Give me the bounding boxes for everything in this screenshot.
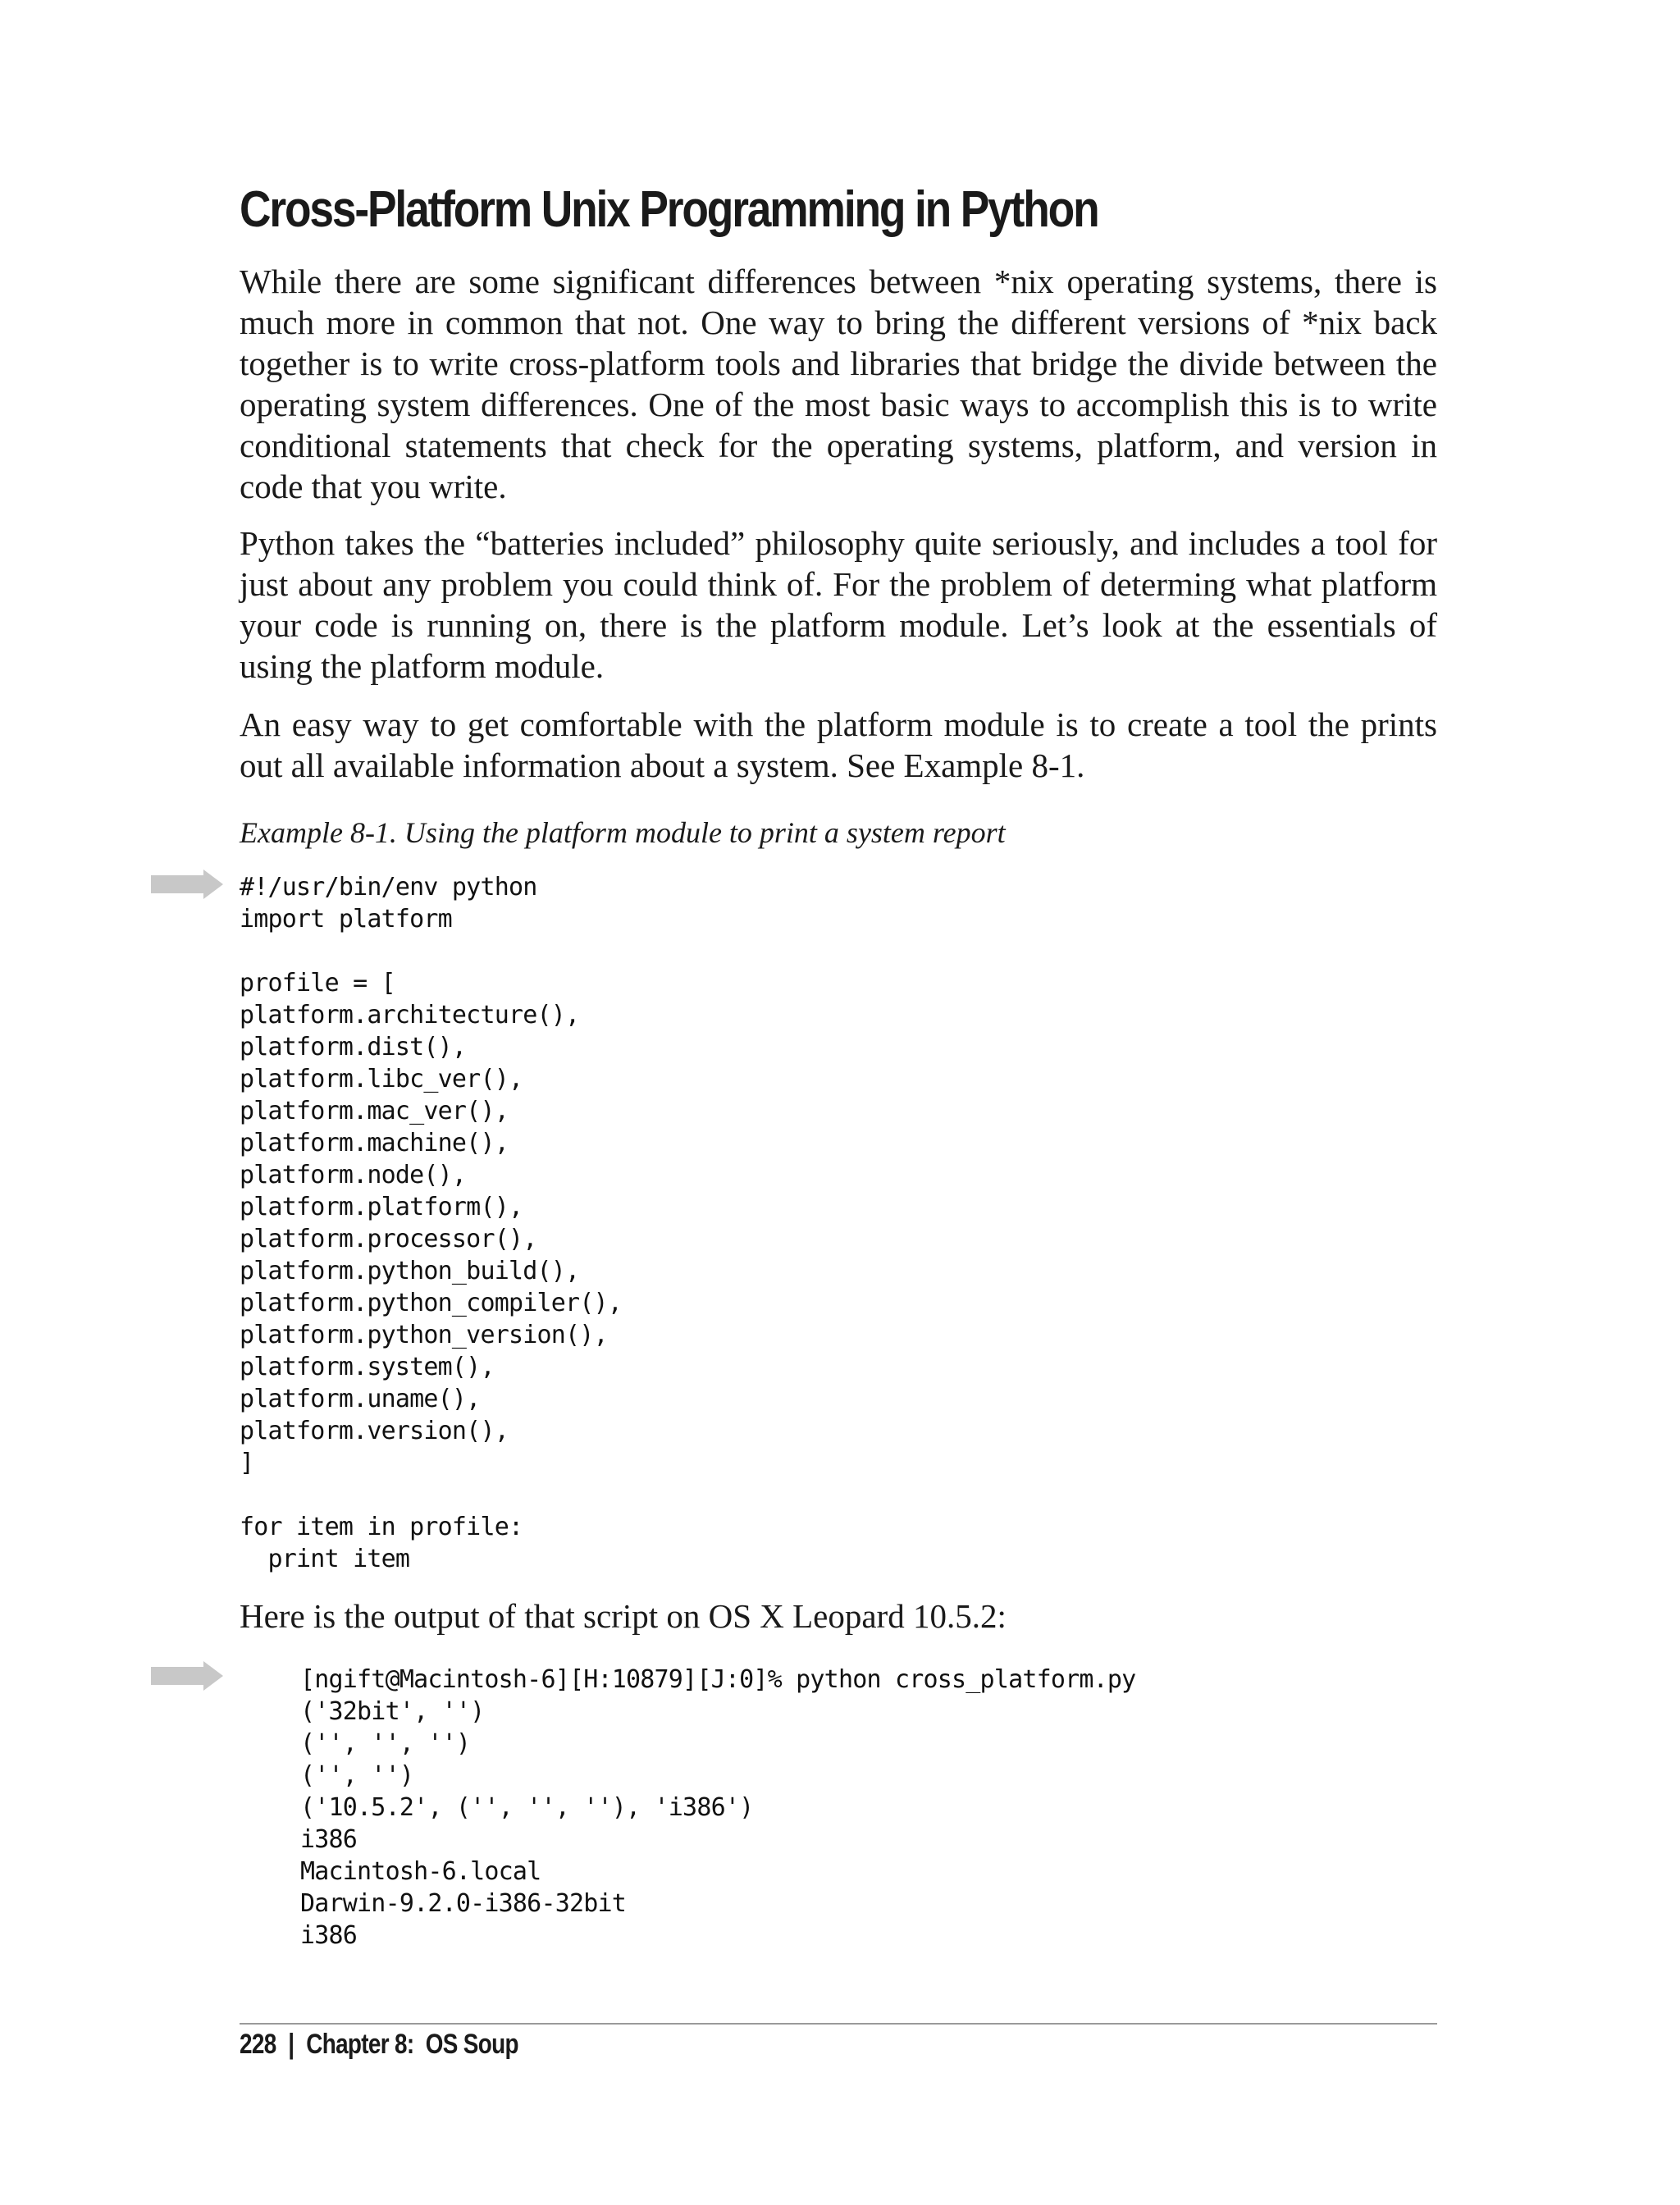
output-intro: Here is the output of that script on OS X Leopard 10.5.2: bbox=[240, 1597, 1007, 1635]
paragraph-report-tool: An easy way to get comfortable with the platform module is to create a tool the prints out all available information about a system. See Example 8-1. bbox=[240, 705, 1437, 784]
paragraph-intro: While there are some significant differences between *nix operating systems, there is much more in common that not. One way to bring the different versions of *nix back together is to write cross-platform tools and libraries that bridge the divide between the operating system differences. One of the most basic ways to accomplish this is to write conditional statements that check for the operating systems, platform, and version in code that you write. bbox=[240, 262, 1437, 505]
example-code-block: #!/usr/bin/env python import platform profile = [ platform.architecture(), platform.dist(), platform.libc_ver(), platform.mac_ver(), platform.machine(), platform.node(), platform.platform(), platform.processor(), platform.python_build(), platform.python_compiler(), platform.python_version(), platform.system(), platform.uname(), platform.version(), ] for item in profile: print item bbox=[240, 873, 623, 1573]
page-number: 228 bbox=[240, 2029, 276, 2060]
page-footer bbox=[240, 2026, 518, 2062]
chapter-title: Chapter 8: OS Soup bbox=[306, 2029, 518, 2060]
paragraph-batteries: Python takes the “batteries included” philosophy quite seriously, and includes a tool for just about any problem you could think of. For the problem of determing what platform your code is running on, there is the platform module. Let’s look at the essentials of using the platform module. bbox=[240, 524, 1437, 685]
code-arrow-icon bbox=[151, 870, 225, 899]
example-caption: Example 8-1. Using the platform module to print a system report bbox=[240, 816, 1006, 849]
output-arrow-icon bbox=[151, 1661, 225, 1691]
section-heading: Cross-Platform Unix Programming in Python bbox=[240, 181, 1098, 238]
footer-separator: | bbox=[288, 2029, 294, 2060]
output-code-block: [ngift@Macintosh-6][H:10879][J:0]% python cross_platform.py ('32bit', '') ('', '', '') ('', '') ('10.5.2', ('', '', ''), 'i386') i386 Macintosh-6.local Darwin-9.2.0-i386-32bit i386 bbox=[300, 1665, 1136, 1950]
footer-rule bbox=[240, 2023, 1437, 2025]
